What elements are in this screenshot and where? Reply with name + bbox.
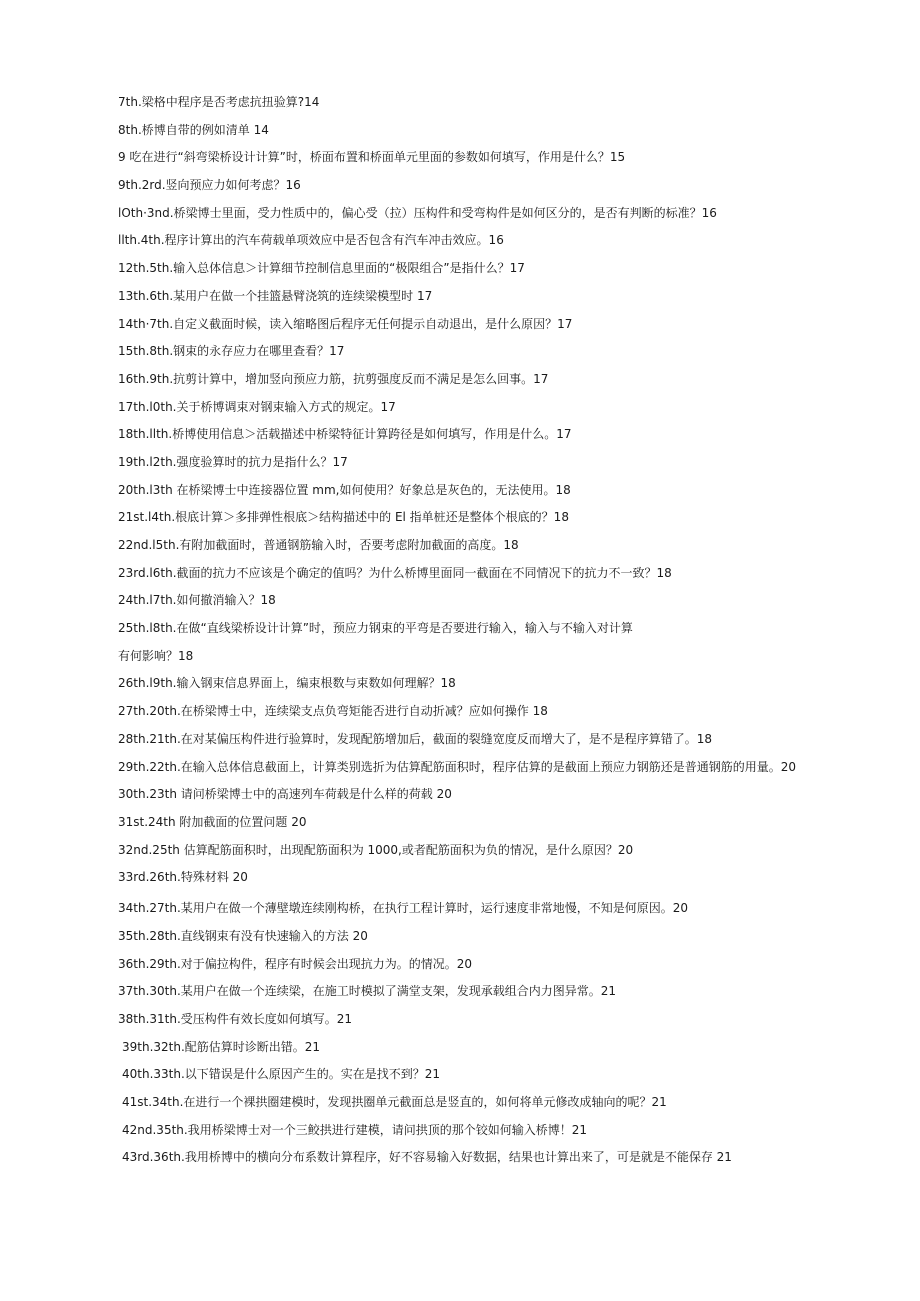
toc-entry: 8th.桥博自带的例如清单 14 [118, 122, 269, 137]
toc-entry: 20th.l3th 在桥梁博士中连接器位置 mm,如何使用？好象总是灰色的，无法使用。18 [118, 482, 571, 497]
toc-entry: 34th.27th.某用户在做一个薄壁墩连续刚构桥，在执行工程计算时，运行速度非常地慢，不知是何原因。20 [118, 901, 689, 916]
toc-entry-continuation: 有何影响？18 [118, 648, 194, 663]
toc-entry: 37th.30th.某用户在做一个连续梁，在施工时模拟了满堂支架，发现承载组合内力图异常。21 [118, 984, 617, 999]
toc-entry: 22nd.l5th.有附加截面时，普通钢筋输入时，否要考虑附加截面的高度。18 [118, 538, 519, 552]
toc-entry: 12th.5th.输入总体信息＞计算细节控制信息里面的“极限组合”是指什么？17 [118, 261, 525, 276]
toc-entry: 28th.21th.在对某偏压构件进行验算时，发现配筋增加后，截面的裂缝宽度反而增大了，是不是程序算错了。18 [118, 731, 713, 746]
toc-entry: 33rd.26th.特殊材料 20 [118, 870, 248, 885]
toc-entry: 35th.28th.直线钢束有没有快速输入的方法 20 [118, 928, 368, 943]
toc-entry: 29th.22th.在输入总体信息截面上，计算类别选折为估算配筋面积时，程序估算的是截面上预应力钢筋还是普通钢筋的用量。20 [118, 759, 797, 774]
toc-entry: 9th.2rd.竖向预应力如何考虑？16 [118, 178, 301, 193]
toc-entry: 41st.34th.在进行一个裸拱圈建模时，发现拱圈单元截面总是竖直的，如何将单元修改成轴向的呢？21 [122, 1095, 667, 1110]
toc-entry: 14th·7th.自定义截面时候，读入缩略图后程序无任何提示自动退出，是什么原因？17 [118, 316, 573, 331]
toc-entry: 19th.l2th.强度验算时的抗力是指什么？17 [118, 454, 348, 469]
toc-entry: 36th.29th.对于偏拉构件，程序有时候会出现抗力为。的情况。20 [118, 956, 473, 971]
toc-entry: 32nd.25th 估算配筋面积时，出现配筋面积为 1000,或者配筋面积为负的情况，是什么原因？20 [118, 842, 634, 857]
table-of-contents [118, 94, 838, 1177]
toc-entry: 43rd.36th.我用桥博中的横向分布系数计算程序，好不容易输入好数据，结果也计算出来了，可是就是不能保存 21 [122, 1150, 732, 1165]
toc-entry: 40th.33th.以下错误是什么原因产生的。实在是找不到？21 [122, 1067, 441, 1082]
toc-entry: 16th.9th.抗剪计算中，增加竖向预应力筋，抗剪强度反而不满足是怎么回事。17 [118, 371, 549, 386]
toc-entry: 42nd.35th.我用桥梁博士对一个三鲛拱进行建模，请问拱顶的那个铰如何输入桥博！21 [122, 1122, 587, 1137]
toc-entry: 30th.23th 请问桥梁博士中的高速列车荷载是什么样的荷载 20 [118, 787, 452, 802]
toc-entry: 9 吃在进行“斜弯梁桥设计计算”时，桥面布置和桥面单元里面的参数如何填写，作用是什么？15 [118, 150, 626, 165]
toc-entry: 39th.32th.配筋估算时诊断出错。21 [122, 1039, 321, 1054]
toc-entry: 13th.6th.某用户在做一个挂篮悬臂浇筑的连续梁模型时 17 [118, 288, 433, 303]
toc-entry: 23rd.l6th.截面的抗力不应该是个确定的值吗？为什么桥博里面同一截面在不同情况下的抗力不一致？18 [118, 565, 672, 580]
toc-entry: 15th.8th.钢束的永存应力在哪里查看？17 [118, 344, 345, 359]
toc-entry: 38th.31th.受压构件有效长度如何填写。21 [118, 1012, 353, 1026]
toc-entry: 27th.20th.在桥梁博士中，连续梁支点负弯矩能否进行自动折减？应如何操作 18 [118, 704, 548, 719]
toc-entry: lOth·3nd.桥梁博士里面，受力性质中的，偏心受（拉）压构件和受弯构件是如何区分的，是否有判断的标准？16 [118, 205, 717, 220]
toc-entry: llth.4th.程序计算出的汽车荷载单项效应中是否包含有汽车冲击效应。16 [118, 233, 504, 248]
toc-entry: 7th.梁格中程序是否考虑抗扭验算?14 [118, 95, 320, 109]
toc-entry: 21st.l4th.根底计算＞多排弹性根底＞结构描述中的 El 指单桩还是整体个根底的？18 [118, 510, 569, 525]
toc-entry: 17th.l0th.关于桥博调束对钢束输入方式的规定。17 [118, 399, 396, 414]
toc-entry: 18th.llth.桥博使用信息＞活载描述中桥梁特征计算跨径是如何填写，作用是什么。17 [118, 427, 572, 442]
toc-entry: 25th.l8th.在做“直线梁桥设计计算”时，预应力钢束的平弯是否要进行输入，输入与不输入对计算 [118, 621, 633, 636]
toc-entry: 26th.l9th.输入钢束信息界面上，编束根数与束数如何理解？18 [118, 676, 456, 691]
toc-entry: 31st.24th 附加截面的位置问题 20 [118, 814, 307, 829]
toc-entry: 24th.l7th.如何撤消输入？18 [118, 593, 276, 608]
